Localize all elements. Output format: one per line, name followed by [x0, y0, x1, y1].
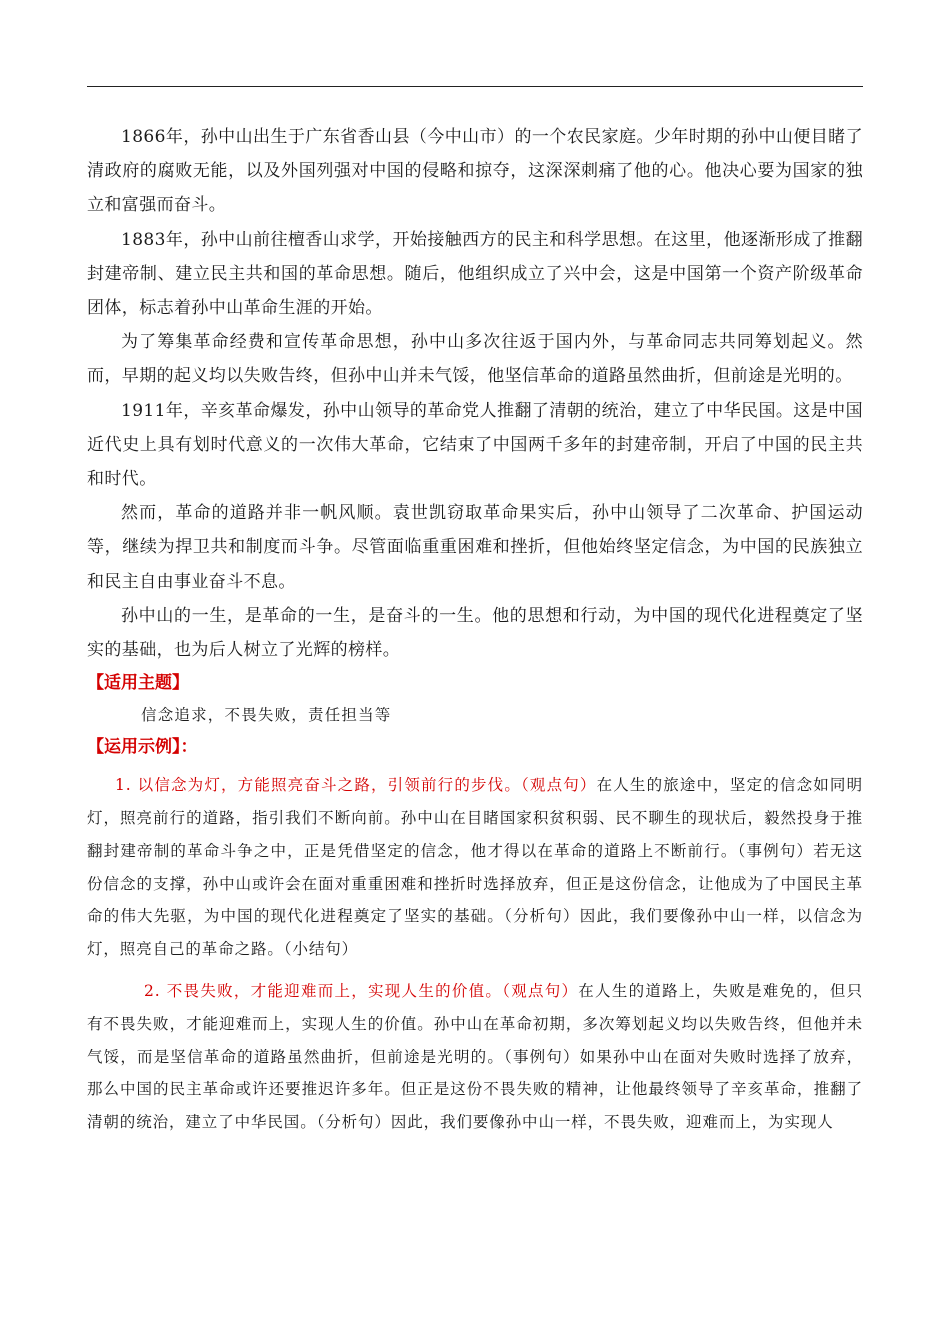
example-body: 在人生的道路上，失败是难免的，但只有不畏失败，才能迎难而上，实现人生的价值。孙中山在革命初期，多次筹划起义均以失败告终，但他并未气馁，而是坚信革命的道路虽然曲折，但前途是光明的。（事例句）如果孙中山在面对失败时选择了放弃，那么中国的民主革命或许还要推迟许多年。但正是这份不畏失败的精神，让他最终领导了辛亥革命，推翻了清朝的统治，建立了中华民国。（分析句）因此，我们要像孙中山一样，不畏失败，迎难而上，为实现人 — [87, 982, 863, 1132]
example-body: 在人生的旅途中，坚定的信念如同明灯，照亮前行的道路，指引我们不断向前。孙中山在目睹国家积贫积弱、民不聊生的现状后，毅然投身于推翻封建帝制的革命斗争之中，正是凭借坚定的信念，他才得以在革命的道路上不断前行。（事例句）若无这份信念的支撑，孙中山或许会在面对重重困难和挫折时选择放弃，但正是这份信念，让他成为了中国民主革命的伟大先驱，为中国的现代化进程奠定了坚实的基础。（分析句）因此，我们要像孙中山一样，以信念为灯，照亮自己的革命之路。（小结句） — [87, 776, 863, 959]
biography-paragraph: 1866年，孙中山出生于广东省香山县（今中山市）的一个农民家庭。少年时期的孙中山便目睹了清政府的腐败无能，以及外国列强对中国的侵略和掠夺，这深深刺痛了他的心。他决心要为国家的独立和富强而奋斗。 — [87, 127, 863, 216]
biography-paragraph: 然而，革命的道路并非一帆风顺。袁世凯窃取革命果实后，孙中山领导了二次革命、护国运动等，继续为捍卫共和制度而斗争。尽管面临重重困难和挫折，但他始终坚定信念，为中国的民族独立和民主自由事业奋斗不息。 — [87, 503, 863, 592]
example-paragraph-2 — [87, 975, 863, 1139]
biography-paragraph: 1883年，孙中山前往檀香山求学，开始接触西方的民主和科学思想。在这里，他逐渐形成了推翻封建帝制、建立民主共和国的革命思想。随后，他组织成立了兴中会，这是中国第一个资产阶级革命团体，标志着孙中山革命生涯的开始。 — [87, 229, 863, 319]
biography-section — [87, 120, 863, 667]
example-thesis: 1. 以信念为灯，方能照亮奋斗之路，引领前行的步伐。（观点句） — [115, 776, 597, 795]
header-rule — [87, 86, 863, 87]
themes-text: 信念追求，不畏失败，责任担当等 — [141, 706, 392, 725]
examples-heading: 【运用示例】： — [87, 737, 198, 758]
biography-paragraph: 孙中山的一生，是革命的一生，是奋斗的一生。他的思想和行动，为中国的现代化进程奠定了坚实的基础，也为后人树立了光辉的榜样。 — [87, 605, 863, 661]
biography-paragraph: 1911年，辛亥革命爆发，孙中山领导的革命党人推翻了清朝的统治，建立了中华民国。这是中国近代史上具有划时代意义的一次伟大革命，它结束了中国两千多年的封建帝制，开启了中国的民主共和时代。 — [87, 400, 863, 490]
example-paragraph-1 — [87, 769, 863, 966]
example-thesis: 2. 不畏失败，才能迎难而上，实现人生的价值。（观点句） — [144, 982, 579, 1001]
themes-heading: 【适用主题】 — [87, 673, 189, 694]
document-body — [87, 120, 863, 1139]
biography-paragraph: 为了筹集革命经费和宣传革命思想，孙中山多次往返于国内外，与革命同志共同筹划起义。然而，早期的起义均以失败告终，但孙中山并未气馁，他坚信革命的道路虽然曲折，但前途是光明的。 — [87, 332, 863, 387]
